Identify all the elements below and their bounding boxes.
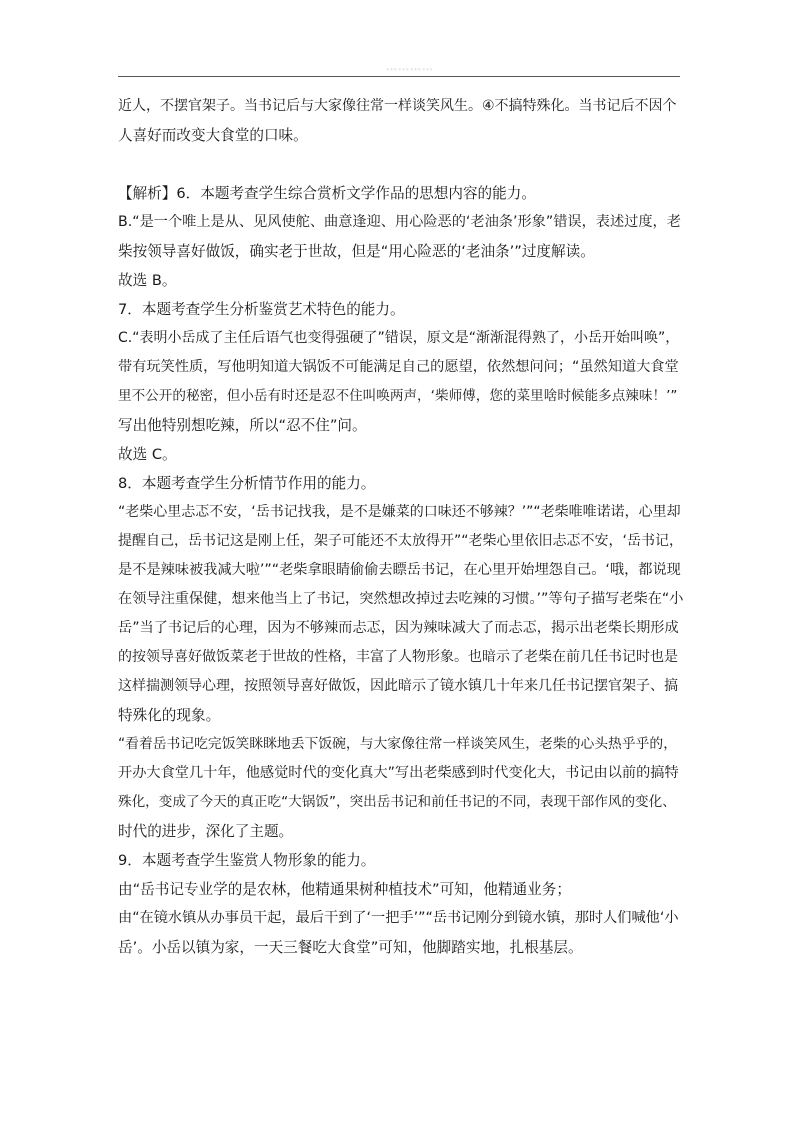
body-text [118, 92, 683, 962]
text-line: 在领导注重保健，想来他当上了书记，突然想改掉过去吃辣的习惯。’”等句子描写老柴在“小 [118, 591, 684, 607]
text-line: 写出他特别想吃辣，所以“忍不住”问。 [118, 417, 367, 434]
text-line: 故选 C。 [118, 446, 177, 463]
text-line: 由“岳书记专业学的是农林，他精通果树种植技术”可知，他精通业务； [118, 881, 571, 898]
text-line: 9．本题考查学生鉴赏人物形象的能力。 [118, 852, 376, 869]
text-line: 7．本题考查学生分析鉴赏艺术特色的能力。 [118, 301, 405, 318]
page-header: ………… [386, 60, 434, 73]
text-line: 柴按领导喜好做饭，确实老于世故，但是“用心险恶的‘老油条’”过度解读。 [118, 243, 595, 260]
text-line: 特殊化的现象。 [118, 707, 221, 724]
header-divider [118, 76, 680, 77]
text-line: 岳’。小岳以镇为家，一天三餐吃大食堂”可知，他脚踏实地，扎根基层。 [118, 939, 583, 956]
text-line: B.“是一个唯上是从、见风使舵、曲意逢迎、用心险恶的‘老油条’形象”错误，表述过度，老 [118, 214, 681, 230]
text-line: 开办大食堂几十年，他感觉时代的变化真大”写出老柴感到时代变化大，书记由以前的搞特 [118, 765, 679, 781]
text-line: 提醒自己，岳书记这是刚上任，架子可能还不太放得开”“老柴心里依旧忐忑不安，‘岳书记， [118, 533, 683, 549]
text-line: 殊化，变成了今天的真正吃“大锅饭”，突出岳书记和前任书记的不同，表现干部作风的变化、 [118, 794, 676, 810]
text-line: 是不是辣味被我减大啦’”“老柴拿眼睛偷偷去瞟岳书记，在心里开始埋怨自己。‘哦，都说现 [118, 562, 681, 578]
paragraph-gap [118, 150, 683, 179]
text-line: 8．本题考查学生分析情节作用的能力。 [118, 475, 376, 492]
text-line: 故选 B。 [118, 272, 177, 289]
text-line: 岳”当了书记后的心理，因为不够辣而忐忑，因为辣味减大了而忐忑，揭示出老柴长期形成 [118, 620, 679, 636]
text-line: 里不公开的秘密，但小岳有时还是忍不住叫唤两声，‘柴师傅，您的菜里啥时候能多点辣味！’” [118, 388, 678, 404]
text-line: 时代的进步，深化了主题。 [118, 823, 294, 840]
text-line: “老柴心里忐忑不安，‘岳书记找我，是不是嫌菜的口味还不够辣？’”“老柴唯唯诺诺，心里却 [118, 504, 681, 520]
text-line: 的按领导喜好做饭菜老于世故的性格，丰富了人物形象。也暗示了老柴在前几任书记时也是 [118, 649, 678, 665]
text-line: 这样揣测领导心理，按照领导喜好做饭，因此暗示了镜水镇几十年来几任书记摆官架子、搞 [118, 678, 678, 694]
text-line: 【解析】6．本题考查学生综合赏析文学作品的思想内容的能力。 [118, 185, 536, 202]
text-line: 由“在镜水镇从办事员干起，最后干到了‘一把手’”“岳书记刚分到镜水镇，那时人们喊他‘小 [118, 910, 679, 926]
text-line: 近人，不摆官架子。当书记后与大家像往常一样谈笑风生。④不搞特殊化。当书记后不因个 [118, 98, 677, 114]
text-line: C.“表明小岳成了主任后语气也变得强硬了”错误，原文是“渐渐混得熟了，小岳开始叫唤”， [118, 330, 680, 346]
text-line: 带有玩笑性质，写他明知道大锅饭不可能满足自己的愿望，依然想问问；“虽然知道大食堂 [118, 359, 679, 375]
text-line: “看着岳书记吃完饭笑眯眯地丢下饭碗，与大家像往常一样谈笑风生，老柴的心头热乎乎的， [118, 736, 678, 752]
text-line: 人喜好而改变大食堂的口味。 [118, 127, 308, 144]
